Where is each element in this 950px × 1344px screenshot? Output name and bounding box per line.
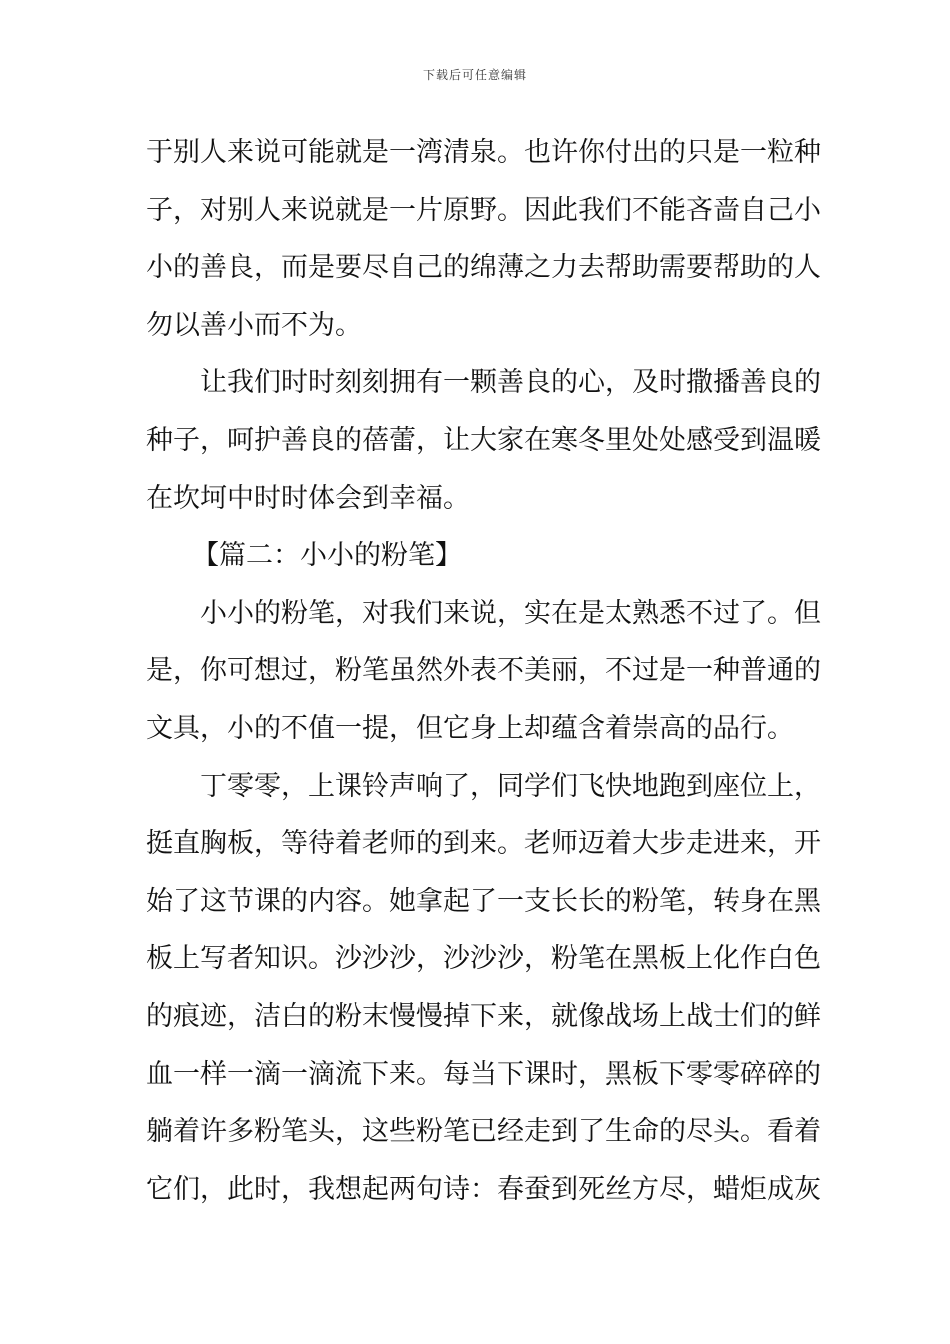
text-line: 丁零零，上课铃声响了，同学们飞快地跑到座位上，: [200, 770, 821, 802]
text-line: 于别人来说可能就是一湾清泉。也许你付出的只是一粒种: [146, 137, 821, 168]
text-line: 让我们时时刻刻拥有一颗善良的心，及时撒播善良的: [200, 367, 821, 399]
text-line: 是，你可想过，粉笔虽然外表不美丽，不过是一种普通的: [146, 655, 821, 687]
text-line: 种子，呵护善良的蓓蕾，让大家在寒冬里处处感受到温暖: [146, 424, 821, 456]
text-line: 挺直胸板，等待着老师的到来。老师迈着大步走进来，开: [146, 828, 821, 860]
text-line: 的痕迹，洁白的粉末慢慢掉下来，就像战场上战士们的鲜: [146, 1000, 821, 1032]
section-heading: 【篇二：小小的粉笔】: [192, 540, 462, 572]
text-line: 躺着许多粉笔头，这些粉笔已经走到了生命的尽头。看着: [146, 1116, 821, 1148]
text-line: 它们，此时，我想起两句诗：春蚕到死丝方尽，蜡炬成灰: [146, 1173, 821, 1205]
text-line: 血一样一滴一滴流下来。每当下课时，黑板下零零碎碎的: [146, 1058, 821, 1090]
text-line: 小小的粉笔，对我们来说，实在是太熟悉不过了。但: [200, 597, 821, 629]
text-line: 始了这节课的内容。她拿起了一支长长的粉笔，转身在黑: [146, 885, 821, 917]
page-header: 下载后可任意编辑: [422, 68, 527, 82]
text-line: 板上写者知识。沙沙沙，沙沙沙，粉笔在黑板上化作白色: [146, 943, 821, 975]
document-body: [146, 124, 821, 1218]
text-line: 小的善良，而是要尽自己的绵薄之力去帮助需要帮助的人: [146, 252, 821, 284]
text-line: 勿以善小而不为。: [146, 309, 362, 341]
text-line: 在坎坷中时时体会到幸福。: [146, 482, 470, 514]
text-line: 子，对别人来说就是一片原野。因此我们不能吝啬自己小: [146, 194, 821, 226]
text-line: 文具，小的不值一提，但它身上却蕴含着崇高的品行。: [146, 712, 794, 744]
